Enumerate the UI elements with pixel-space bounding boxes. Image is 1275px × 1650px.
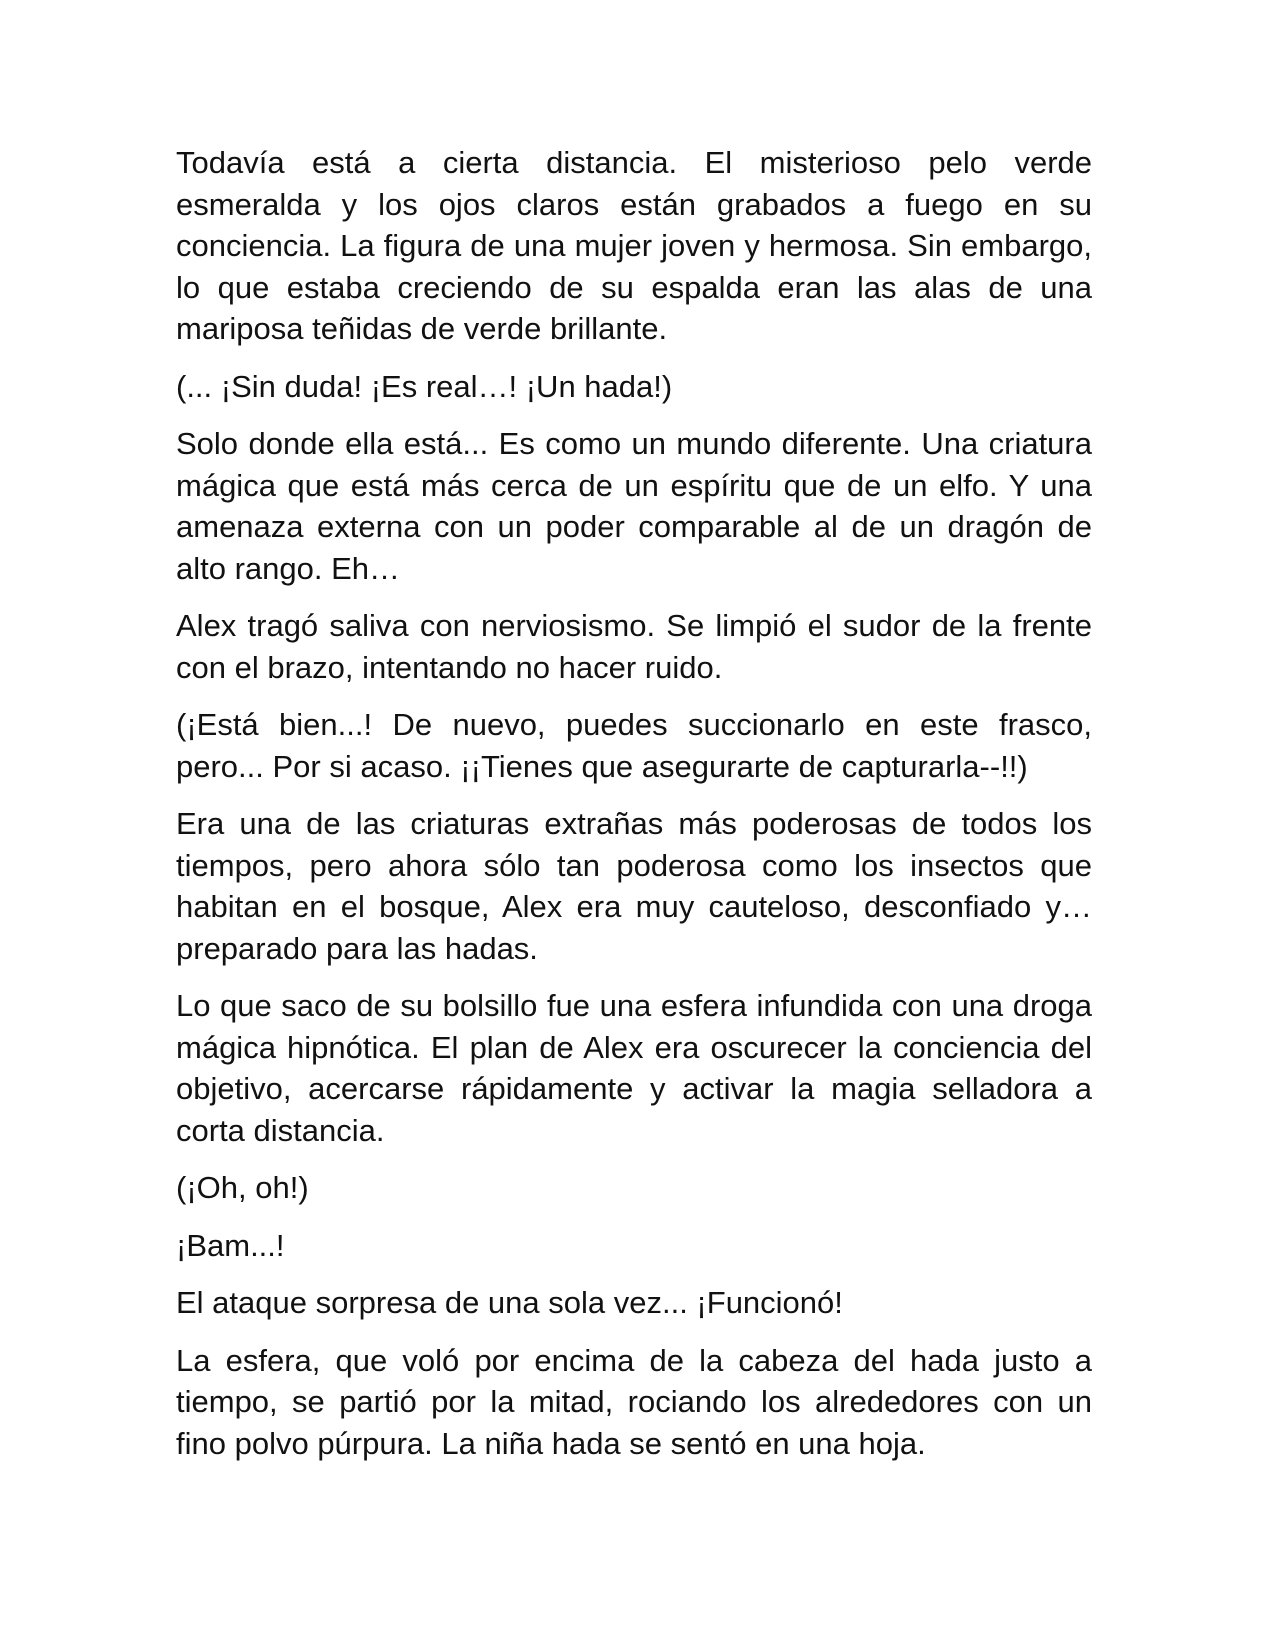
- paragraph-sound-effect: ¡Bam...!: [176, 1227, 285, 1263]
- paragraph: El ataque sorpresa de una sola vez... ¡Funcionó!: [176, 1285, 843, 1320]
- paragraph: Lo que saco de su bolsillo fue una esfera infundida con una droga mágica hipnótica. El plan de Alex era oscurecer la conciencia del objetivo, acercarse rápidamente y activar la magia selladora a corta distancia.: [176, 988, 1092, 1148]
- text-body: [176, 142, 1092, 1480]
- paragraph: Todavía está a cierta distancia. El misterioso pelo verde esmeralda y los ojos claros están grabados a fuego en su conciencia. La figura de una mujer joven y hermosa. Sin embargo, lo que estaba creciendo de su espalda eran las alas de una mariposa teñidas de verde brillante.: [176, 145, 1092, 346]
- paragraph-dialogue: (¡Está bien...! De nuevo, puedes succionarlo en este frasco, pero... Por si acaso. ¡¡Tienes que asegurarte de capturarla--!!): [176, 707, 1092, 784]
- paragraph: Era una de las criaturas extrañas más poderosas de todos los tiempos, pero ahora sólo tan poderosa como los insectos que habitan en el bosque, Alex era muy cauteloso, desconfiado y… preparado para las hadas.: [176, 806, 1092, 966]
- paragraph-dialogue: (¡Oh, oh!): [176, 1170, 309, 1205]
- paragraph: Solo donde ella está... Es como un mundo diferente. Una criatura mágica que está más cerca de un espíritu que de un elfo. Y una amenaza externa con un poder comparable al de un dragón de alto rango. Eh…: [176, 426, 1092, 586]
- paragraph: La esfera, que voló por encima de la cabeza del hada justo a tiempo, se partió por la mitad, rociando los alrededores con un fino polvo púrpura. La niña hada se sentó en una hoja.: [176, 1342, 1092, 1461]
- paragraph: Alex tragó saliva con nerviosismo. Se limpió el sudor de la frente con el brazo, intentando no hacer ruido.: [176, 608, 1092, 685]
- paragraph-dialogue: (... ¡Sin duda! ¡Es real…! ¡Un hada!): [176, 368, 673, 404]
